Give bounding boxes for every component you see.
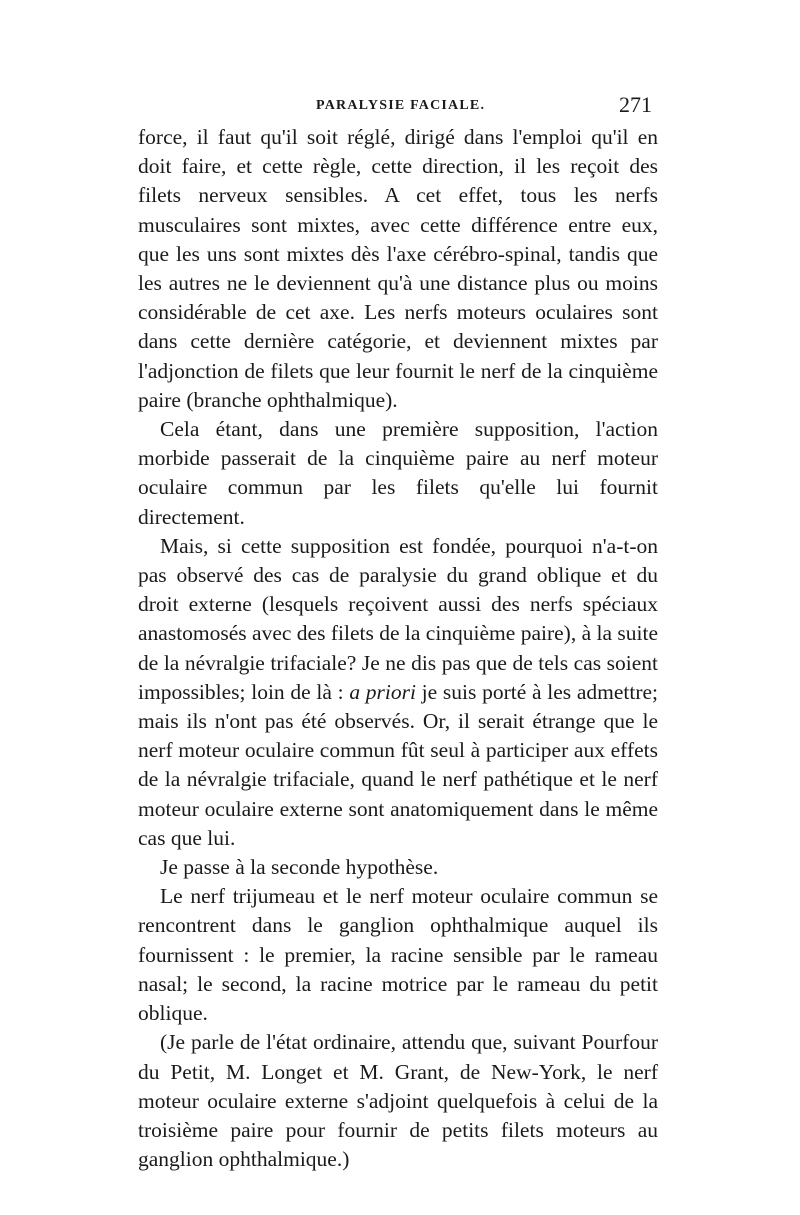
paragraph-6: (Je parle de l'état ordinaire, attendu que, suivant Pourfour du Petit, M. Longet et M. Grant, de New-York, le nerf moteur oculaire externe s'adjoint quelquefois à celui de la troisième paire pour fournir de petits filets moteurs au ganglion ophthalmique.) (138, 1030, 658, 1172)
paragraph-3-part-2: je suis porté à les admettre; mais ils n'ont pas été observés. Or, il serait étrange que le nerf moteur oculaire commun fût seul à participer aux effets de la névralgie trifaciale, quand le nerf pathétique et le nerf moteur oculaire externe sont anatomiquement dans le même cas que lui. (138, 679, 658, 850)
paragraph-4: Je passe à la seconde hypothèse. (160, 855, 439, 880)
running-title: PARALYSIE FACIALE. (316, 98, 486, 113)
page-number: 271 (619, 92, 652, 117)
paragraph-1: force, il faut qu'il soit réglé, dirigé dans l'emploi qu'il en doit faire, et cette règle, cette direction, il les reçoit des filets nerveux sensibles. A cet effet, tous les nerfs musculaires sont mixtes, avec cette différence entre eux, que les uns sont mixtes dès l'axe cérébro-spinal, tandis que les autres ne le deviennent qu'à une distance plus ou moins considérable de cet axe. Les nerfs moteurs oculaires sont dans cette dernière catégorie, et deviennent mixtes par l'adjonction de filets que leur fournit le nerf de la cinquième paire (branche ophthalmique). (138, 125, 658, 412)
running-header (138, 92, 658, 122)
paragraph-3-part-1: Mais, si cette supposition est fondée, pourquoi n'a-t-on pas observé des cas de paralysie du grand oblique et du droit externe (lesquels reçoivent aussi des nerfs spéciaux anastomosés avec des filets de la cinquième paire), à la suite de la névralgie trifaciale? Je ne dis pas que de tels cas soient impossibles; loin de là : (138, 533, 658, 704)
paragraph-2: Cela étant, dans une première supposition, l'action morbide passerait de la cinquième paire au nerf moteur oculaire commun par les filets qu'elle lui fournit directement. (138, 417, 658, 529)
paragraph-5: Le nerf trijumeau et le nerf moteur oculaire commun se rencontrent dans le ganglion ophthalmique auquel ils fournissent : le premier, la racine sensible par le rameau nasal; le second, la racine motrice par le rameau du petit oblique. (138, 884, 658, 1026)
body-text (138, 123, 658, 1174)
paragraph-3 (138, 532, 658, 853)
italic-phrase: a priori (349, 679, 416, 704)
